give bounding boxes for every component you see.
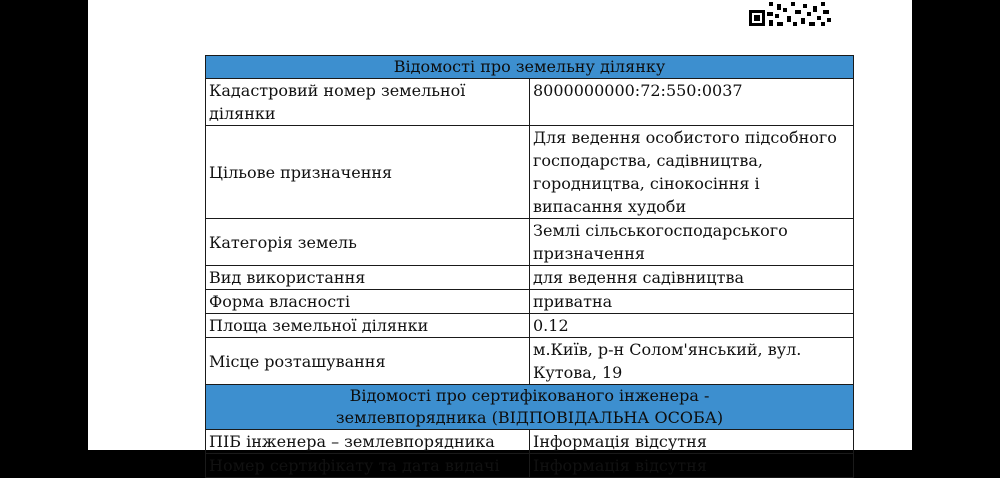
row-value-area: 0.12	[530, 314, 854, 338]
row-label-location: Місце розташування	[206, 338, 530, 385]
table-row	[206, 219, 854, 266]
row-value-ownership-form: приватна	[530, 290, 854, 314]
row-label-area: Площа земельної ділянки	[206, 314, 530, 338]
section-title-land: Відомості про земельну ділянку	[206, 56, 854, 79]
section-header-land	[206, 56, 854, 79]
row-label-certificate: Номер сертифікату та дата видачі	[206, 454, 530, 478]
row-label-cadastral-number: Кадастровий номер земельної ділянки	[206, 79, 530, 126]
section-title-engineer-line1: Відомості про сертифікованого інженера -	[349, 386, 710, 405]
table-row	[206, 338, 854, 385]
table-row	[206, 290, 854, 314]
row-value-location: м.Київ, р-н Солом'янський, вул. Кутова, 19	[530, 338, 854, 385]
row-label-land-category: Категорія земель	[206, 219, 530, 266]
row-label-purpose: Цільове призначення	[206, 126, 530, 219]
row-value-cadastral-number: 8000000000:72:550:0037	[530, 79, 854, 126]
land-info-table	[205, 55, 854, 478]
section-title-engineer-line2: землевпорядника (ВІДПОВІДАЛЬНА ОСОБА)	[335, 408, 724, 427]
row-value-engineer-name: Інформація відсутня	[530, 430, 854, 454]
document-page	[88, 0, 912, 475]
row-value-certificate: Інформація відсутня	[530, 454, 854, 478]
qr-code	[747, 0, 833, 30]
table-row	[206, 126, 854, 219]
row-value-purpose: Для ведення особистого підсобного господарства, садівництва, городництва, сінокосіння і випасання худоби	[530, 126, 854, 219]
section-title-engineer	[206, 385, 854, 430]
section-header-engineer	[206, 385, 854, 430]
row-value-land-category: Землі сільськогосподарського призначення	[530, 219, 854, 266]
row-label-engineer-name: ПІБ інженера – землевпорядника	[206, 430, 530, 454]
row-value-usage-type: для ведення садівництва	[530, 266, 854, 290]
table-row	[206, 430, 854, 454]
table-row	[206, 314, 854, 338]
row-label-usage-type: Вид використання	[206, 266, 530, 290]
table-row	[206, 454, 854, 478]
table-row	[206, 266, 854, 290]
table-row	[206, 79, 854, 126]
row-label-ownership-form: Форма власності	[206, 290, 530, 314]
